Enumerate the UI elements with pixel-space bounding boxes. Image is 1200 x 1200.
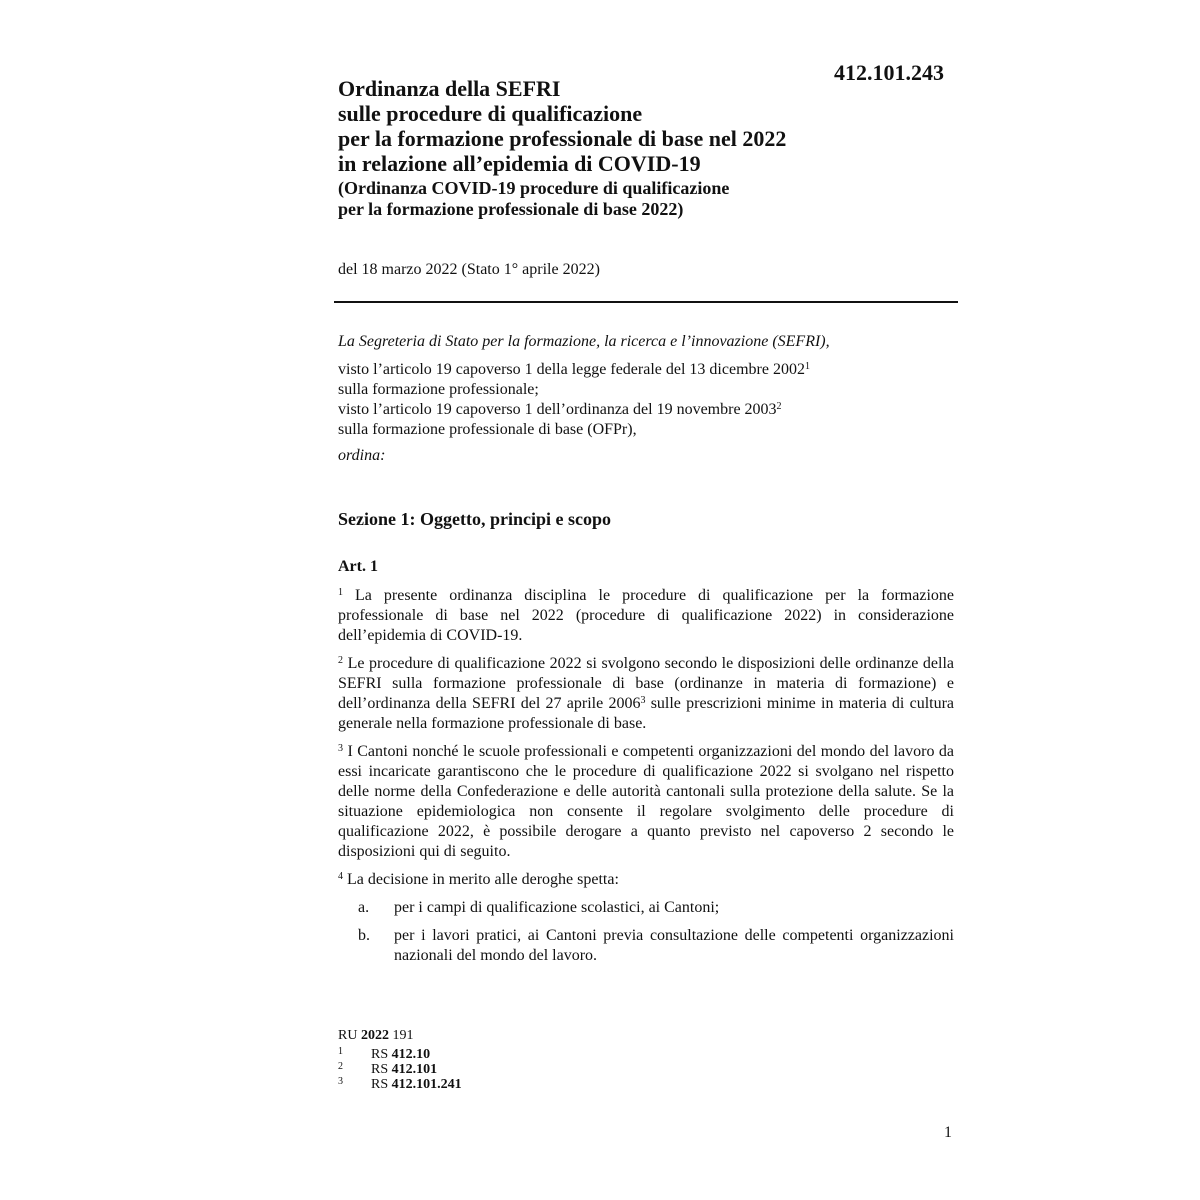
footnote-ref[interactable]: 3: [640, 695, 646, 706]
preamble-intro: La Segreteria di Stato per la formazione, la ricerca e l’innovazione (SEFRI),: [338, 333, 830, 350]
section-heading: Sezione 1: Oggetto, principi e scopo: [338, 509, 611, 529]
legal-basis-text: visto l’articolo 19 capoverso 1 dell’ordinanza del 19 novembre 2003: [338, 401, 777, 418]
list-text: per i lavori pratici, ai Cantoni previa consultazione delle competenti organizzazioni nazionali del mondo del lavoro.: [394, 927, 954, 964]
paragraph-number: 4: [338, 871, 343, 882]
article-body: [338, 586, 954, 974]
footnote-prefix: RS: [371, 1077, 389, 1092]
footnote-ref[interactable]: 1: [804, 361, 810, 372]
paragraph-text: I Cantoni nonché le scuole professionali e competenti organizzazioni del mondo del lavoro da essi incaricate garantiscono che le procedure di qualificazione 2022 si svolgano nel rispetto delle norme della Confederazione e delle autorità cantonali sulla protezione della salute. Se la situazione epidemiologica non consente il regolare svolgimento delle procedure di qualificazione 2022, è possibile derogare a quanto previsto nel capoverso 2 secondo le disposizioni qui di seguito.: [338, 743, 955, 860]
ru-page: 191: [392, 1028, 414, 1043]
ru-year: 2022: [360, 1028, 389, 1043]
footnote-number: 1: [338, 1046, 343, 1057]
list-letter: b.: [358, 927, 370, 944]
footnote-prefix: RS: [371, 1062, 389, 1077]
footnote-item: [338, 1047, 638, 1062]
paragraph-number: 2: [338, 655, 343, 666]
footnote-item: [338, 1077, 638, 1092]
document-subtitle: [338, 178, 858, 220]
page-number: 1: [944, 1124, 952, 1141]
paragraph-2: [338, 654, 954, 734]
paragraph-text: La presente ordinanza disciplina le procedure di qualificazione per la formazione professionale di base nel 2022 (procedure di qualificazione 2022) in considerazione dell’epidemia di COVID-19.: [338, 587, 954, 644]
footnotes: [338, 1027, 638, 1092]
paragraph-1: [338, 586, 954, 646]
footnote-text: [371, 1062, 437, 1077]
paragraph-number: 3: [338, 743, 343, 754]
title-line: per la formazione professionale di base nel 2022: [338, 126, 787, 151]
footnote-ref-number[interactable]: 412.101.241: [391, 1077, 462, 1092]
paragraph-text: Le procedure di qualificazione 2022 si svolgono secondo le disposizioni delle ordinanze della SEFRI sulla formazione professionale di base (ordinanze in materia di formazione) e dell’ordinanza della SEFRI del 27 aprile 2006: [338, 655, 955, 712]
article-title: Art. 1: [338, 558, 378, 575]
footnote-prefix: RS: [371, 1047, 389, 1062]
subtitle-line: (Ordinanza COVID-19 procedure di qualificazione: [338, 178, 730, 198]
legal-basis-text: visto l’articolo 19 capoverso 1 della legge federale del 13 dicembre 2002: [338, 361, 805, 378]
document-title: [338, 76, 838, 176]
title-line: sulle procedure di qualificazione: [338, 101, 643, 126]
footnote-text: [371, 1077, 462, 1092]
paragraph-number: 1: [338, 587, 343, 598]
paragraph-4: [338, 870, 954, 890]
paragraph-text: La decisione in merito alle deroghe spetta:: [347, 871, 619, 888]
paragraph-text: sulle prescrizioni minime in materia di cultura generale nella formazione professionale di base.: [338, 695, 955, 732]
document-date: del 18 marzo 2022 (Stato 1° aprile 2022): [338, 261, 600, 278]
ordina-label: ordina:: [338, 447, 386, 464]
legal-basis-text: sulla formazione professionale;: [338, 381, 539, 398]
preamble: [338, 332, 958, 466]
subtitle-line: per la formazione professionale di base 2022): [338, 199, 684, 219]
legal-basis-2: [338, 400, 958, 440]
header-divider: [334, 301, 958, 303]
title-line: Ordinanza della SEFRI: [338, 76, 561, 101]
paragraph-3: [338, 742, 954, 862]
footnote-text: [371, 1047, 430, 1062]
list-letter: a.: [358, 899, 370, 916]
footnote-number: 2: [338, 1061, 343, 1072]
ru-reference: [338, 1027, 638, 1045]
sr-number: 412.101.243: [834, 60, 944, 85]
list-item: [338, 926, 954, 966]
title-line: in relazione all’epidemia di COVID-19: [338, 151, 701, 176]
list-text: per i campi di qualificazione scolastici, ai Cantoni;: [394, 899, 720, 916]
footnote-ref-number[interactable]: 412.101: [391, 1062, 438, 1077]
list-item: [338, 898, 954, 918]
footnote-ref[interactable]: 2: [776, 401, 782, 412]
footnote-number: 3: [338, 1076, 343, 1087]
footnote-item: [338, 1062, 638, 1077]
legal-basis-text: sulla formazione professionale di base (OFPr),: [338, 421, 637, 438]
legal-basis-1: [338, 360, 958, 400]
ru-prefix: RU: [338, 1028, 358, 1043]
footnote-ref-number[interactable]: 412.10: [391, 1047, 431, 1062]
